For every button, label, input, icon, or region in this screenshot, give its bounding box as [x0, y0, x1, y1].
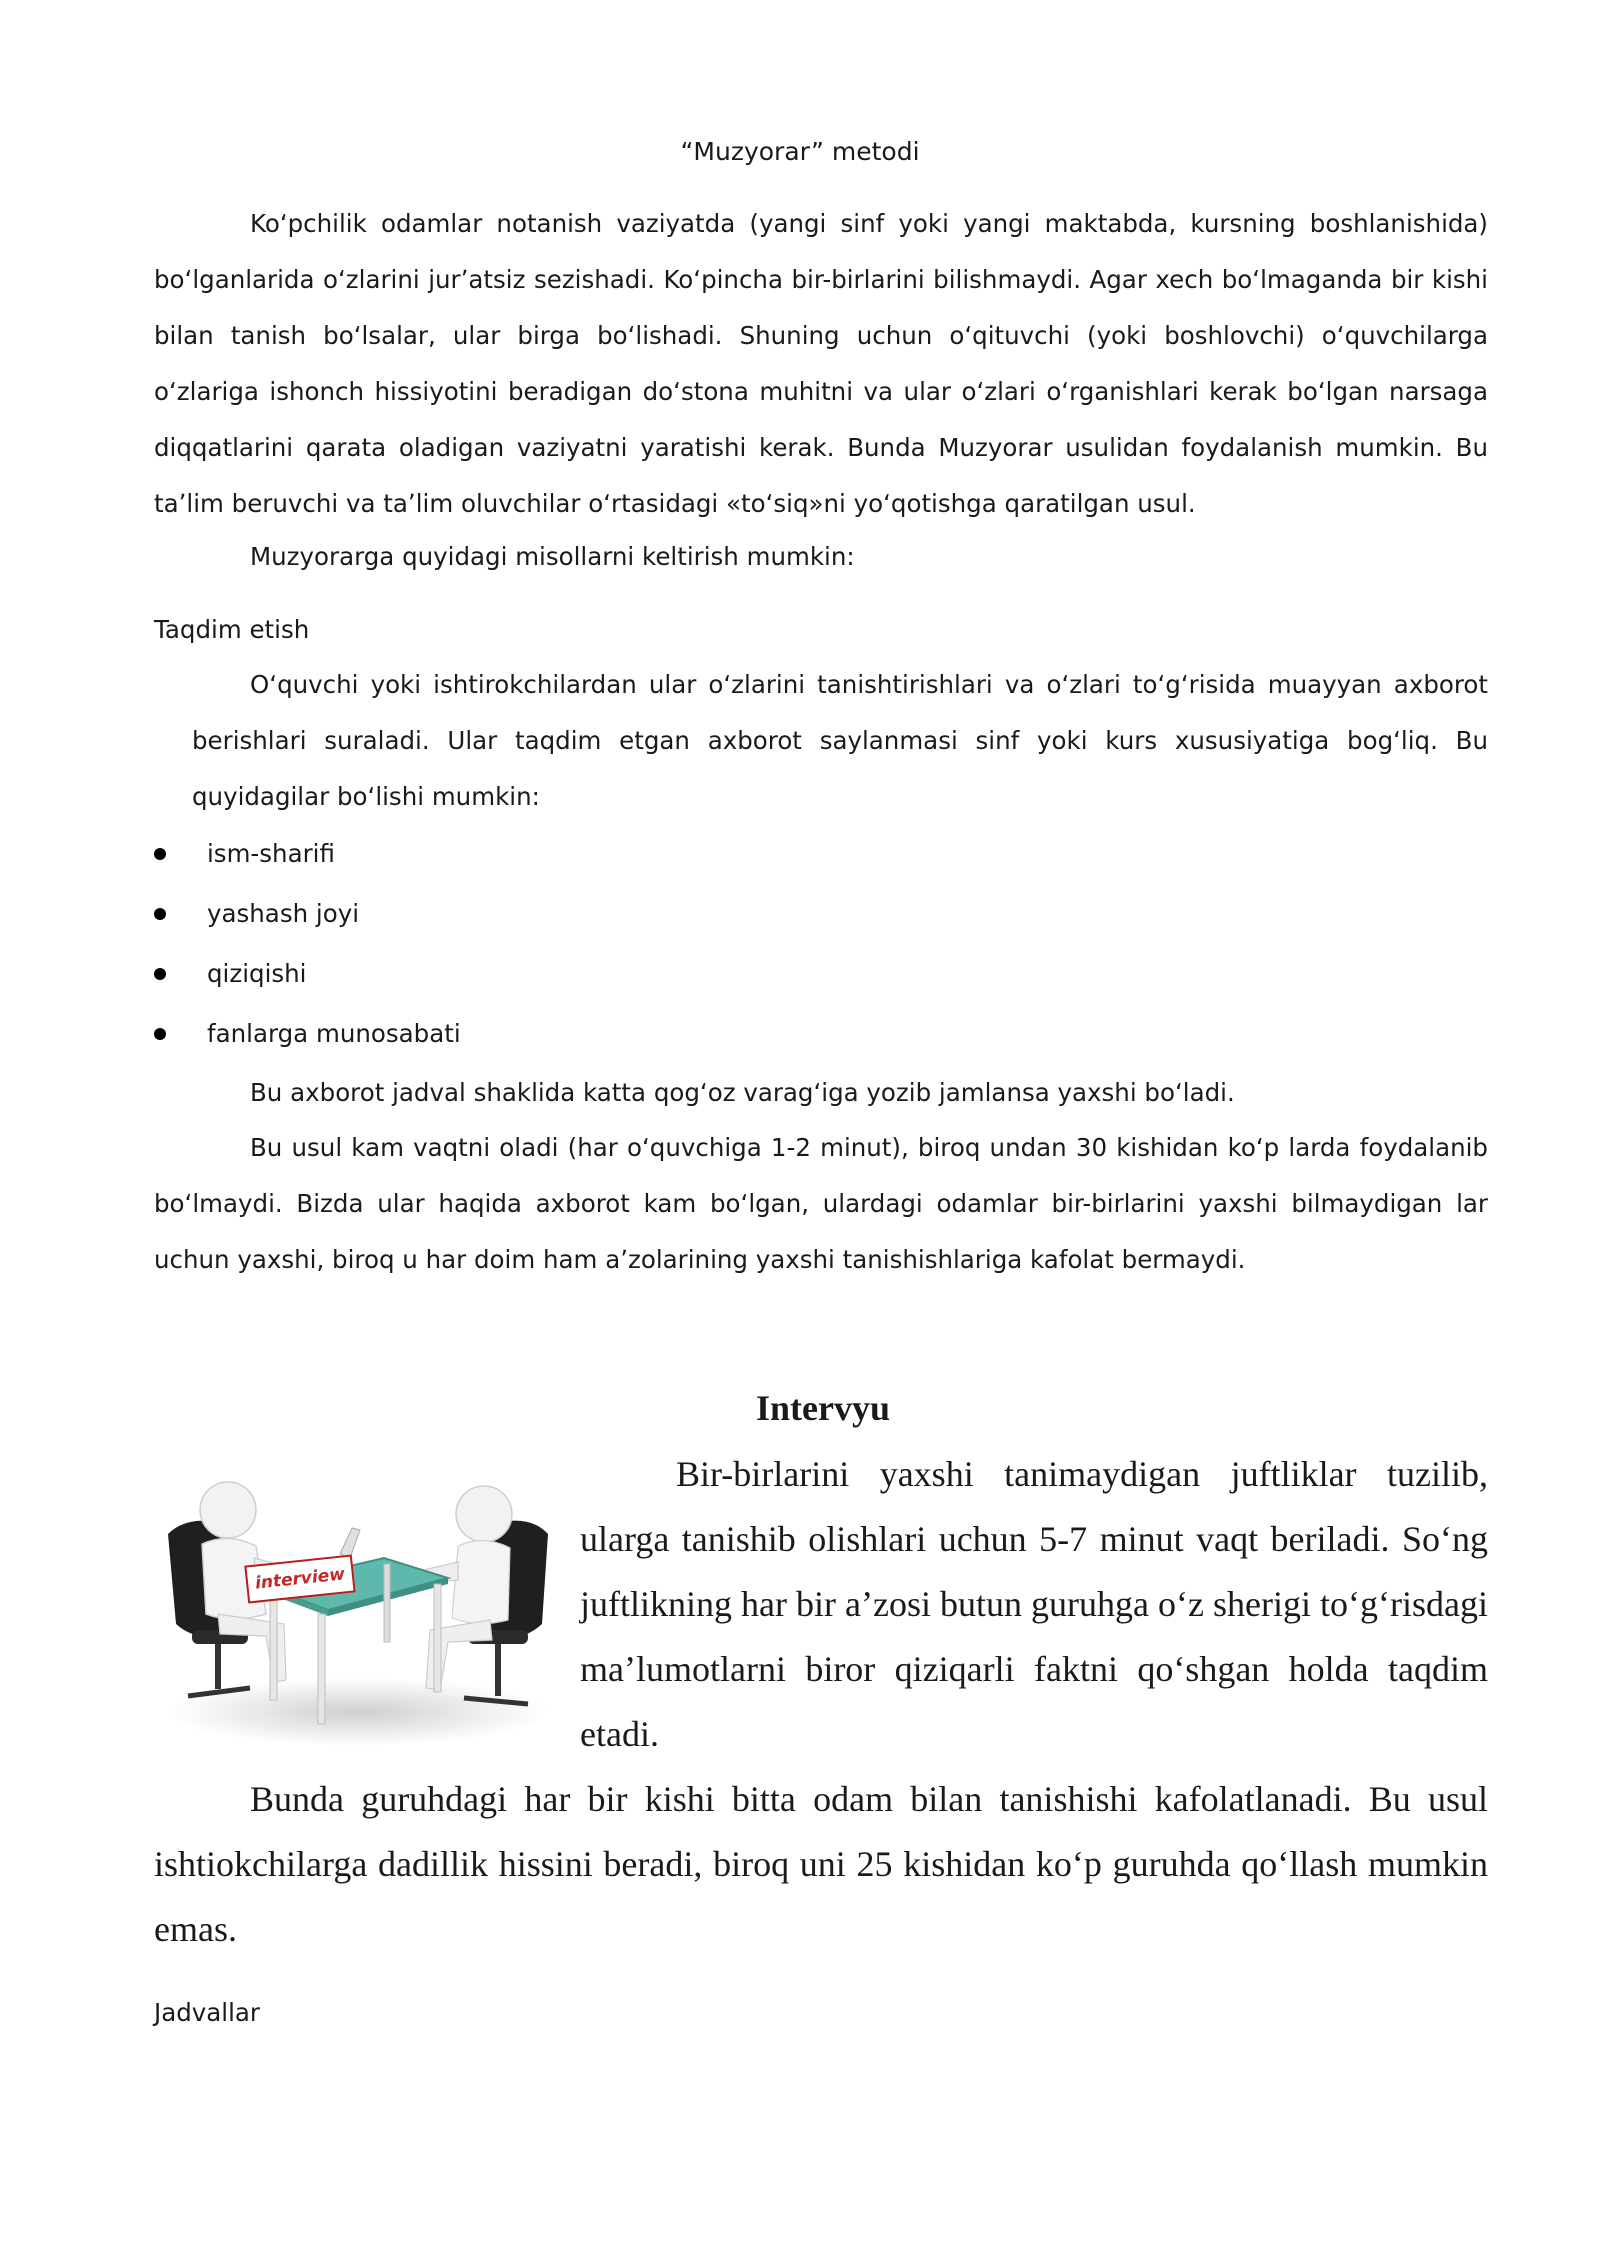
section-title-muzyorar: “Muzyorar” metodi — [680, 137, 920, 166]
list-item: yashash joyi — [154, 884, 1454, 944]
bullet-icon — [154, 848, 166, 860]
interview-illustration — [158, 1474, 558, 1746]
paragraph-intervyu-note: Bunda guruhdagi har bir kishi bitta odam bilan tanishishi kafolatlanadi. Bu usul ishtiokchilarga dadillik hissini beradi, biroq uni 25 kishidan koʻp guruhda qoʻllash mumkin emas. — [154, 1779, 1488, 1949]
paragraph-taqdim: Oʻquvchi yoki ishtirokchilardan ular oʻzlarini tanishtirishlari va oʻzlari toʻgʻrisida muayyan axborot berishlari suraladi. Ular taqdim etgan axborot saylanmasi sinf yoki kurs xususiyatiga bogʻliq. Bu quyidagilar boʻlishi mumkin: — [192, 670, 1488, 811]
paragraph-intervyu-desc: Bir-birlarini yaxshi tanimaydigan juftliklar tuzilib, ularga tanishib olishlari uchun 5-7 minut vaqt beriladi. Soʻng juftlikning har bir aʼzosi butun guruhga oʻz sherigi toʻgʻrisdagi maʼlumotlarni biror qiziqarli faktni qoʻshgan holda taqdim etadi. — [580, 1454, 1488, 1754]
paragraph-jadval-note: Bu axborot jadval shaklida katta qogʻoz varagʻiga yozib jamlansa yaxshi boʻladi. — [250, 1078, 1235, 1107]
interview-sign: interview — [244, 1554, 355, 1603]
subheading-taqdim-etish: Taqdim etish — [154, 615, 310, 644]
footer-heading-jadvallar: Jadvallar — [154, 1998, 261, 2027]
bullet-icon — [154, 1028, 166, 1040]
section-title-intervyu: Intervyu — [756, 1388, 890, 1428]
list-item: fanlarga munosabati — [154, 1004, 1454, 1064]
paragraph-intro: Koʻpchilik odamlar notanish vaziyatda (yangi sinf yoki yangi maktabda, kursning boshlanishida) boʻlganlarida oʻzlarini jurʼatsiz sezishadi. Koʻpincha bir-birlarini bilishmaydi. Agar xech boʻlmaganda bir kishi bilan tanish boʻlsalar, ular birga boʻlishadi. Shuning uchun oʻqituvchi (yoki boshlovchi) oʻquvchilarga oʻzlariga ishonch hissiyotini beradigan doʻstona muhitni va ular oʻzlari oʻrganishlari kerak boʻlgan narsaga diqqatlarini qarata oladigan vaziyatni yaratishi kerak. Bunda Muzyorar usulidan foydalanish mumkin. Bu taʼlim beruvchi va taʼlim oluvchilar oʻrtasidagi «toʻsiq»ni yoʻqotishga qaratilgan usul. — [154, 209, 1488, 518]
list-item: ism-sharifi — [154, 824, 1454, 884]
paragraph-examples-lead: Muzyorarga quyidagi misollarni keltirish mumkin: — [250, 542, 855, 571]
paragraph-time-note: Bu usul kam vaqtni oladi (har oʻquvchiga 1-2 minut), biroq undan 30 kishidan koʻp larda foydalanib boʻlmaydi. Bizda ular haqida axborot kam boʻlgan, ulardagi odamlar bir-birlarini yaxshi bilmaydigan lar uchun yaxshi, biroq u har doim ham aʼzolarining yaxshi tanishishlariga kafolat bermaydi. — [154, 1133, 1488, 1274]
bullet-list — [154, 824, 1454, 1064]
bullet-icon — [154, 908, 166, 920]
bullet-icon — [154, 968, 166, 980]
list-item: qiziqishi — [154, 944, 1454, 1004]
